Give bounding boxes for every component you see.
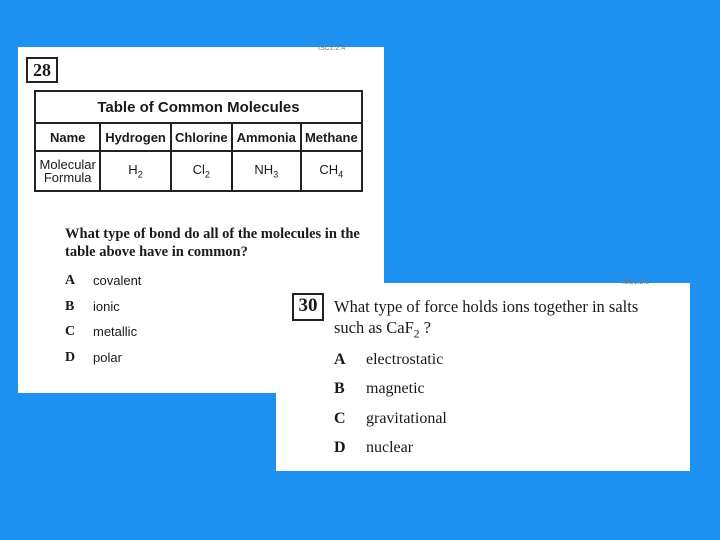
formula-cell xyxy=(100,151,170,191)
formula-cell xyxy=(232,151,301,191)
formula-subscript: 2 xyxy=(413,328,420,341)
name-header: Name xyxy=(35,123,100,151)
answer-options xyxy=(334,351,447,468)
option-letter: A xyxy=(65,273,76,288)
question-line: What type of force holds ions together in salts xyxy=(334,297,639,316)
answer-option-a[interactable] xyxy=(65,273,141,299)
question-line: table above have in common? xyxy=(65,244,248,260)
answer-option-b[interactable] xyxy=(334,380,447,409)
column-header: Hydrogen xyxy=(100,123,170,151)
answer-option-a[interactable] xyxy=(334,351,447,380)
formula-base: NH xyxy=(254,162,274,178)
formula-base: CH xyxy=(319,162,339,178)
option-text: polar xyxy=(93,349,122,365)
formula-header-line: Molecular xyxy=(39,157,96,172)
formula-header-line: Formula xyxy=(43,170,92,185)
option-letter: D xyxy=(65,349,76,365)
option-letter: D xyxy=(334,438,346,456)
formula-base: Cl xyxy=(192,162,205,178)
question-text xyxy=(334,296,679,345)
table-title: Table of Common Molecules xyxy=(35,91,362,123)
molecules-table xyxy=(34,90,363,192)
answer-option-d[interactable] xyxy=(334,439,447,468)
formula-header xyxy=(35,151,100,191)
option-text: covalent xyxy=(93,273,142,288)
question-suffix: ? xyxy=(419,318,431,337)
option-text: metallic xyxy=(93,324,138,339)
question-line: such as CaF xyxy=(334,318,414,337)
option-letter: C xyxy=(65,324,76,339)
column-header: Methane xyxy=(301,123,362,151)
question-30-card xyxy=(276,279,690,471)
answer-option-c[interactable] xyxy=(334,410,447,439)
option-text: ionic xyxy=(93,298,120,314)
answer-option-d[interactable] xyxy=(65,350,141,376)
answer-option-b[interactable] xyxy=(65,299,141,325)
column-header: Ammonia xyxy=(232,123,301,151)
option-text: nuclear xyxy=(366,438,414,456)
question-number: 30 xyxy=(292,293,324,321)
option-text: gravitational xyxy=(366,409,447,427)
formula-subscript: 2 xyxy=(204,169,210,180)
option-letter: B xyxy=(65,298,75,314)
option-letter: B xyxy=(334,380,345,398)
option-letter: A xyxy=(334,351,346,368)
formula-cell xyxy=(171,151,232,191)
option-text: magnetic xyxy=(366,380,425,398)
question-number: 28 xyxy=(26,57,58,83)
answer-options xyxy=(65,273,141,375)
answer-option-c[interactable] xyxy=(65,324,141,350)
standard-code: ISC1.2.6 xyxy=(622,279,650,286)
option-letter: C xyxy=(334,409,346,427)
column-header: Chlorine xyxy=(171,123,232,151)
option-text: electrostatic xyxy=(366,351,444,368)
formula-subscript: 2 xyxy=(137,169,143,180)
formula-cell xyxy=(301,151,362,191)
formula-subscript: 4 xyxy=(338,169,344,180)
standard-code: ISC1.2.4 xyxy=(318,45,346,52)
formula-subscript: 3 xyxy=(273,169,279,180)
formula-base: H xyxy=(128,162,138,178)
question-text xyxy=(65,225,375,261)
question-line: What type of bond do all of the molecules in the xyxy=(65,226,360,242)
